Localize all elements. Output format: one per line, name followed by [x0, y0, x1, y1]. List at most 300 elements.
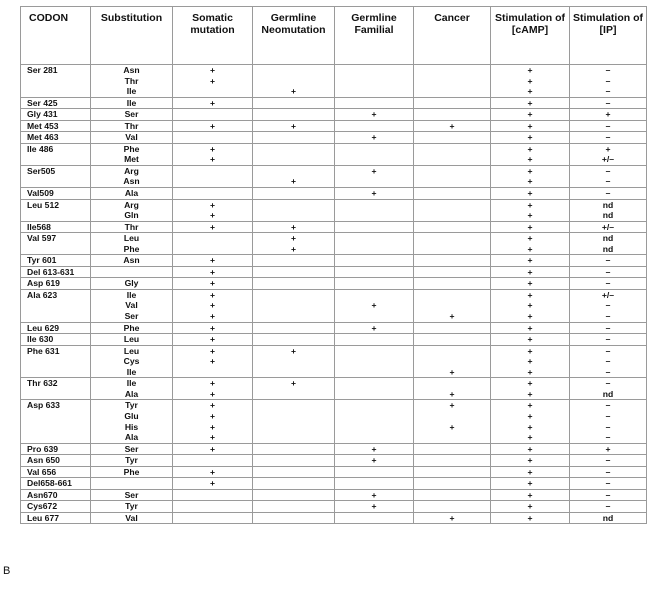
- germline-neo-cell: [253, 255, 335, 267]
- table-row: [21, 109, 647, 121]
- cancer-cell: [414, 97, 491, 109]
- germline-neo-cell: [253, 334, 335, 346]
- somatic-cell: [173, 378, 253, 400]
- camp-cell: [491, 501, 570, 513]
- table-row: [21, 221, 647, 233]
- cell-line: [253, 109, 334, 120]
- table-row: [21, 400, 647, 443]
- germline-neo-cell: [253, 455, 335, 467]
- cell-line: +: [527, 501, 533, 512]
- germline-neo-cell: [253, 97, 335, 109]
- cell-line: +: [527, 86, 533, 97]
- cell-line: [335, 400, 413, 411]
- cell-line: –: [605, 378, 611, 389]
- cell-line: [21, 356, 90, 367]
- cell-line: +: [449, 400, 455, 411]
- cell-line: Ile 486: [27, 143, 54, 154]
- somatic-cell: [173, 289, 253, 322]
- header-somatic: Somatic mutation: [173, 7, 253, 65]
- cell-line: [253, 356, 334, 367]
- cancer-cell: [414, 322, 491, 334]
- germline-neo-cell: [253, 188, 335, 200]
- cell-line: +: [209, 410, 216, 421]
- cell-line: Ile: [126, 97, 137, 108]
- cell-line: [253, 411, 334, 422]
- cancer-cell: [414, 199, 491, 221]
- cell-line: Met: [124, 154, 139, 165]
- cell-line: [335, 334, 413, 345]
- cell-line: Thr: [124, 120, 139, 131]
- codon-cell: [21, 143, 91, 165]
- somatic-cell: [173, 109, 253, 121]
- codon-cell: [21, 221, 91, 233]
- cell-line: [253, 367, 334, 378]
- cell-line: Ala: [124, 188, 139, 199]
- cell-line: –: [605, 65, 611, 75]
- germline-familial-cell: [335, 143, 414, 165]
- cell-line: +: [527, 478, 533, 489]
- cell-line: [335, 378, 413, 389]
- cell-line: +: [449, 120, 455, 131]
- cell-line: Asp 633: [27, 400, 60, 411]
- cell-line: +: [527, 176, 533, 187]
- somatic-cell: [173, 278, 253, 290]
- cell-line: +: [209, 97, 216, 108]
- cancer-cell: [414, 266, 491, 278]
- cell-line: [21, 422, 90, 433]
- table-row: [21, 322, 647, 334]
- ip-cell: [570, 188, 647, 200]
- cell-line: +: [290, 233, 297, 244]
- cell-line: +: [209, 210, 216, 221]
- codon-cell: [21, 120, 91, 132]
- germline-neo-cell: [253, 378, 335, 400]
- germline-neo-cell: [253, 199, 335, 221]
- ip-cell: [570, 378, 647, 400]
- cell-line: [253, 188, 334, 199]
- cell-line: –: [605, 334, 611, 345]
- cell-line: +: [371, 443, 377, 454]
- cell-line: +: [209, 221, 216, 232]
- germline-familial-cell: [335, 199, 414, 221]
- codon-cell: [21, 400, 91, 443]
- somatic-cell: [173, 466, 253, 478]
- cell-line: +: [527, 221, 533, 232]
- cell-line: [173, 244, 252, 255]
- ip-cell: [570, 255, 647, 267]
- cell-line: [21, 432, 90, 443]
- cell-line: +: [371, 501, 377, 512]
- cell-line: [253, 490, 334, 501]
- germline-neo-cell: [253, 466, 335, 478]
- table-row: [21, 132, 647, 144]
- cell-line: nd: [602, 243, 614, 254]
- substitution-cell: [91, 65, 173, 98]
- cancer-cell: [414, 165, 491, 187]
- cell-line: [335, 411, 413, 422]
- cell-line: +: [527, 388, 533, 399]
- camp-cell: [491, 443, 570, 455]
- codon-cell: [21, 512, 91, 524]
- somatic-cell: [173, 221, 253, 233]
- cell-line: [21, 176, 90, 187]
- substitution-cell: [91, 233, 173, 255]
- ip-cell: [570, 455, 647, 467]
- header-germline-familial: Germline Familial: [335, 7, 414, 65]
- cell-line: [414, 109, 490, 120]
- cell-line: nd: [602, 233, 614, 244]
- cell-line: [335, 233, 413, 244]
- camp-cell: [491, 143, 570, 165]
- cell-line: [253, 132, 334, 143]
- cell-line: Tyr: [125, 501, 138, 512]
- cell-line: +: [527, 255, 533, 266]
- header-codon: CODON: [21, 7, 91, 65]
- cell-line: –: [605, 478, 611, 489]
- table-row: [21, 334, 647, 346]
- cell-line: Val 597: [27, 233, 57, 244]
- cell-line: Del658-661: [27, 478, 72, 489]
- substitution-cell: [91, 255, 173, 267]
- cell-line: Met 463: [27, 132, 59, 143]
- cell-line: Ile 630: [27, 334, 54, 345]
- cell-line: +: [449, 311, 455, 322]
- table-row: [21, 289, 647, 322]
- table-row: [21, 97, 647, 109]
- cell-line: [335, 290, 413, 301]
- cell-line: +: [209, 120, 216, 131]
- cell-line: [21, 244, 90, 255]
- cell-line: +: [209, 356, 216, 367]
- header-ip: Stimulation of [IP]: [570, 7, 647, 65]
- codon-cell: [21, 289, 91, 322]
- cell-line: +: [527, 366, 533, 377]
- table-row: [21, 188, 647, 200]
- table-row: [21, 255, 647, 267]
- cell-line: [335, 467, 413, 478]
- table-row: [21, 143, 647, 165]
- cell-line: +: [209, 75, 216, 86]
- cell-line: +: [527, 378, 533, 389]
- cell-line: [335, 121, 413, 132]
- cell-line: [335, 278, 413, 289]
- cell-line: [173, 455, 252, 466]
- cell-line: [414, 378, 490, 389]
- cell-line: +: [605, 143, 611, 154]
- somatic-cell: [173, 400, 253, 443]
- cancer-cell: [414, 278, 491, 290]
- germline-familial-cell: [335, 132, 414, 144]
- cell-line: +: [209, 143, 216, 154]
- cell-line: [414, 444, 490, 455]
- cell-line: Val509: [27, 188, 54, 199]
- cell-line: Val: [125, 300, 138, 311]
- figure-label: B: [3, 565, 11, 577]
- germline-familial-cell: [335, 278, 414, 290]
- cell-line: [21, 389, 90, 400]
- cell-line: [335, 98, 413, 109]
- cell-line: [253, 255, 334, 266]
- cell-line: [335, 176, 413, 187]
- ip-cell: [570, 221, 647, 233]
- cell-line: [173, 490, 252, 501]
- header-substitution: Substitution: [91, 7, 173, 65]
- codon-cell: [21, 334, 91, 346]
- cell-line: [414, 467, 490, 478]
- camp-cell: [491, 289, 570, 322]
- cell-line: [335, 389, 413, 400]
- table-row: [21, 165, 647, 187]
- cell-line: Asn: [123, 65, 140, 75]
- camp-cell: [491, 188, 570, 200]
- cell-line: [414, 300, 490, 311]
- cell-line: +: [605, 443, 611, 454]
- substitution-cell: [91, 97, 173, 109]
- cell-line: [414, 478, 490, 489]
- cell-line: [253, 422, 334, 433]
- cell-line: [253, 267, 334, 278]
- cell-line: +: [527, 278, 533, 289]
- cell-line: [253, 154, 334, 165]
- ip-cell: [570, 322, 647, 334]
- cell-line: [414, 98, 490, 109]
- substitution-cell: [91, 266, 173, 278]
- codon-cell: [21, 255, 91, 267]
- cell-line: [414, 144, 490, 155]
- cell-line: +: [290, 221, 297, 232]
- camp-cell: [491, 489, 570, 501]
- cell-line: +: [209, 334, 216, 345]
- cell-line: [335, 432, 413, 443]
- germline-familial-cell: [335, 466, 414, 478]
- ip-cell: [570, 443, 647, 455]
- camp-cell: [491, 109, 570, 121]
- cell-line: –: [605, 466, 611, 477]
- cell-line: Val: [125, 512, 138, 523]
- cell-line: Asn: [123, 176, 140, 187]
- camp-cell: [491, 278, 570, 290]
- germline-neo-cell: [253, 489, 335, 501]
- cell-line: [253, 290, 334, 301]
- cell-line: +: [527, 410, 533, 421]
- cell-line: +: [527, 455, 533, 466]
- cancer-cell: [414, 289, 491, 322]
- germline-neo-cell: [253, 501, 335, 513]
- codon-cell: [21, 378, 91, 400]
- somatic-cell: [173, 132, 253, 144]
- cell-line: Leu 512: [27, 199, 60, 210]
- cell-line: +: [527, 132, 533, 143]
- codon-cell: [21, 97, 91, 109]
- cell-line: –: [605, 366, 611, 377]
- somatic-cell: [173, 322, 253, 334]
- camp-cell: [491, 378, 570, 400]
- cell-line: –: [605, 300, 611, 311]
- cell-line: +: [371, 300, 377, 311]
- germline-neo-cell: [253, 233, 335, 255]
- table-row: [21, 443, 647, 455]
- camp-cell: [491, 65, 570, 98]
- ip-cell: [570, 278, 647, 290]
- cell-line: +: [527, 120, 533, 131]
- cell-line: +/–: [601, 221, 615, 232]
- cell-line: [253, 478, 334, 489]
- germline-neo-cell: [253, 345, 335, 378]
- cell-line: +: [449, 388, 455, 399]
- germline-familial-cell: [335, 322, 414, 334]
- cell-line: [335, 356, 413, 367]
- germline-familial-cell: [335, 65, 414, 98]
- cell-line: [414, 86, 490, 97]
- cell-line: –: [605, 120, 611, 131]
- cell-line: [414, 188, 490, 199]
- cancer-cell: [414, 132, 491, 144]
- somatic-cell: [173, 266, 253, 278]
- cell-line: +: [527, 243, 533, 254]
- cell-line: [173, 233, 252, 244]
- camp-cell: [491, 455, 570, 467]
- table-row: [21, 512, 647, 524]
- substitution-cell: [91, 109, 173, 121]
- camp-cell: [491, 345, 570, 378]
- codon-cell: [21, 165, 91, 187]
- germline-familial-cell: [335, 188, 414, 200]
- cell-line: Ile: [126, 378, 137, 389]
- cell-line: +: [527, 210, 533, 221]
- germline-familial-cell: [335, 378, 414, 400]
- cell-line: +: [209, 154, 216, 165]
- cell-line: –: [605, 421, 611, 432]
- cell-line: [335, 210, 413, 221]
- cell-line: [414, 244, 490, 255]
- cell-line: [414, 233, 490, 244]
- cell-line: [253, 400, 334, 411]
- cell-line: –: [605, 176, 611, 187]
- cell-line: [253, 444, 334, 455]
- codon-cell: [21, 443, 91, 455]
- cell-line: [173, 513, 252, 524]
- cell-line: Pro 639: [27, 443, 59, 454]
- cell-line: +: [209, 278, 216, 289]
- cell-line: +: [527, 432, 533, 443]
- germline-familial-cell: [335, 334, 414, 346]
- cancer-cell: [414, 221, 491, 233]
- substitution-cell: [91, 120, 173, 132]
- cell-line: nd: [602, 512, 614, 523]
- cell-line: His: [124, 421, 139, 432]
- camp-cell: [491, 233, 570, 255]
- cell-line: +: [371, 132, 377, 143]
- cell-line: +: [209, 378, 216, 389]
- table-row: [21, 65, 647, 98]
- somatic-cell: [173, 478, 253, 490]
- codon-cell: [21, 455, 91, 467]
- cell-line: –: [605, 266, 611, 277]
- cancer-cell: [414, 345, 491, 378]
- cell-line: [335, 267, 413, 278]
- cell-line: +: [449, 421, 455, 432]
- codon-cell: [21, 199, 91, 221]
- cell-line: +: [527, 466, 533, 477]
- cell-line: +: [209, 443, 216, 454]
- cell-line: Leu: [123, 334, 140, 345]
- somatic-cell: [173, 501, 253, 513]
- somatic-cell: [173, 97, 253, 109]
- substitution-cell: [91, 443, 173, 455]
- cell-line: [414, 290, 490, 301]
- cancer-cell: [414, 334, 491, 346]
- cell-line: +: [371, 165, 377, 176]
- cell-line: –: [605, 356, 611, 367]
- cell-line: +: [209, 421, 216, 432]
- cell-line: –: [605, 489, 611, 500]
- cell-line: [335, 244, 413, 255]
- germline-familial-cell: [335, 501, 414, 513]
- cell-line: –: [605, 132, 611, 143]
- camp-cell: [491, 120, 570, 132]
- cell-line: +: [209, 478, 216, 489]
- cell-line: [414, 356, 490, 367]
- ip-cell: [570, 289, 647, 322]
- cell-line: –: [605, 311, 611, 322]
- germline-neo-cell: [253, 221, 335, 233]
- cell-line: Gly 431: [27, 109, 58, 120]
- germline-neo-cell: [253, 165, 335, 187]
- cell-line: +/–: [601, 289, 615, 300]
- cell-line: +: [371, 455, 377, 466]
- germline-neo-cell: [253, 478, 335, 490]
- somatic-cell: [173, 143, 253, 165]
- cell-line: [414, 334, 490, 345]
- cell-line: Leu 677: [27, 512, 60, 523]
- germline-familial-cell: [335, 165, 414, 187]
- substitution-cell: [91, 334, 173, 346]
- camp-cell: [491, 221, 570, 233]
- germline-neo-cell: [253, 65, 335, 98]
- germline-familial-cell: [335, 97, 414, 109]
- cell-line: [414, 267, 490, 278]
- ip-cell: [570, 165, 647, 187]
- cell-line: [253, 278, 334, 289]
- cell-line: [21, 411, 90, 422]
- germline-familial-cell: [335, 443, 414, 455]
- substitution-cell: [91, 165, 173, 187]
- cell-line: [21, 300, 90, 311]
- germline-familial-cell: [335, 455, 414, 467]
- substitution-cell: [91, 188, 173, 200]
- cell-line: –: [605, 455, 611, 466]
- somatic-cell: [173, 65, 253, 98]
- cell-line: +: [209, 466, 216, 477]
- ip-cell: [570, 199, 647, 221]
- cancer-cell: [414, 443, 491, 455]
- cell-line: [253, 98, 334, 109]
- cell-line: [253, 144, 334, 155]
- cell-line: [173, 86, 252, 97]
- camp-cell: [491, 512, 570, 524]
- cell-line: –: [605, 400, 611, 411]
- table-row: [21, 489, 647, 501]
- cell-line: Ser: [124, 311, 139, 322]
- ip-cell: [570, 400, 647, 443]
- ip-cell: [570, 97, 647, 109]
- cell-line: [253, 166, 334, 177]
- germline-neo-cell: [253, 143, 335, 165]
- cell-line: –: [605, 255, 611, 266]
- header-camp: Stimulation of [cAMP]: [491, 7, 570, 65]
- cancer-cell: [414, 233, 491, 255]
- substitution-cell: [91, 489, 173, 501]
